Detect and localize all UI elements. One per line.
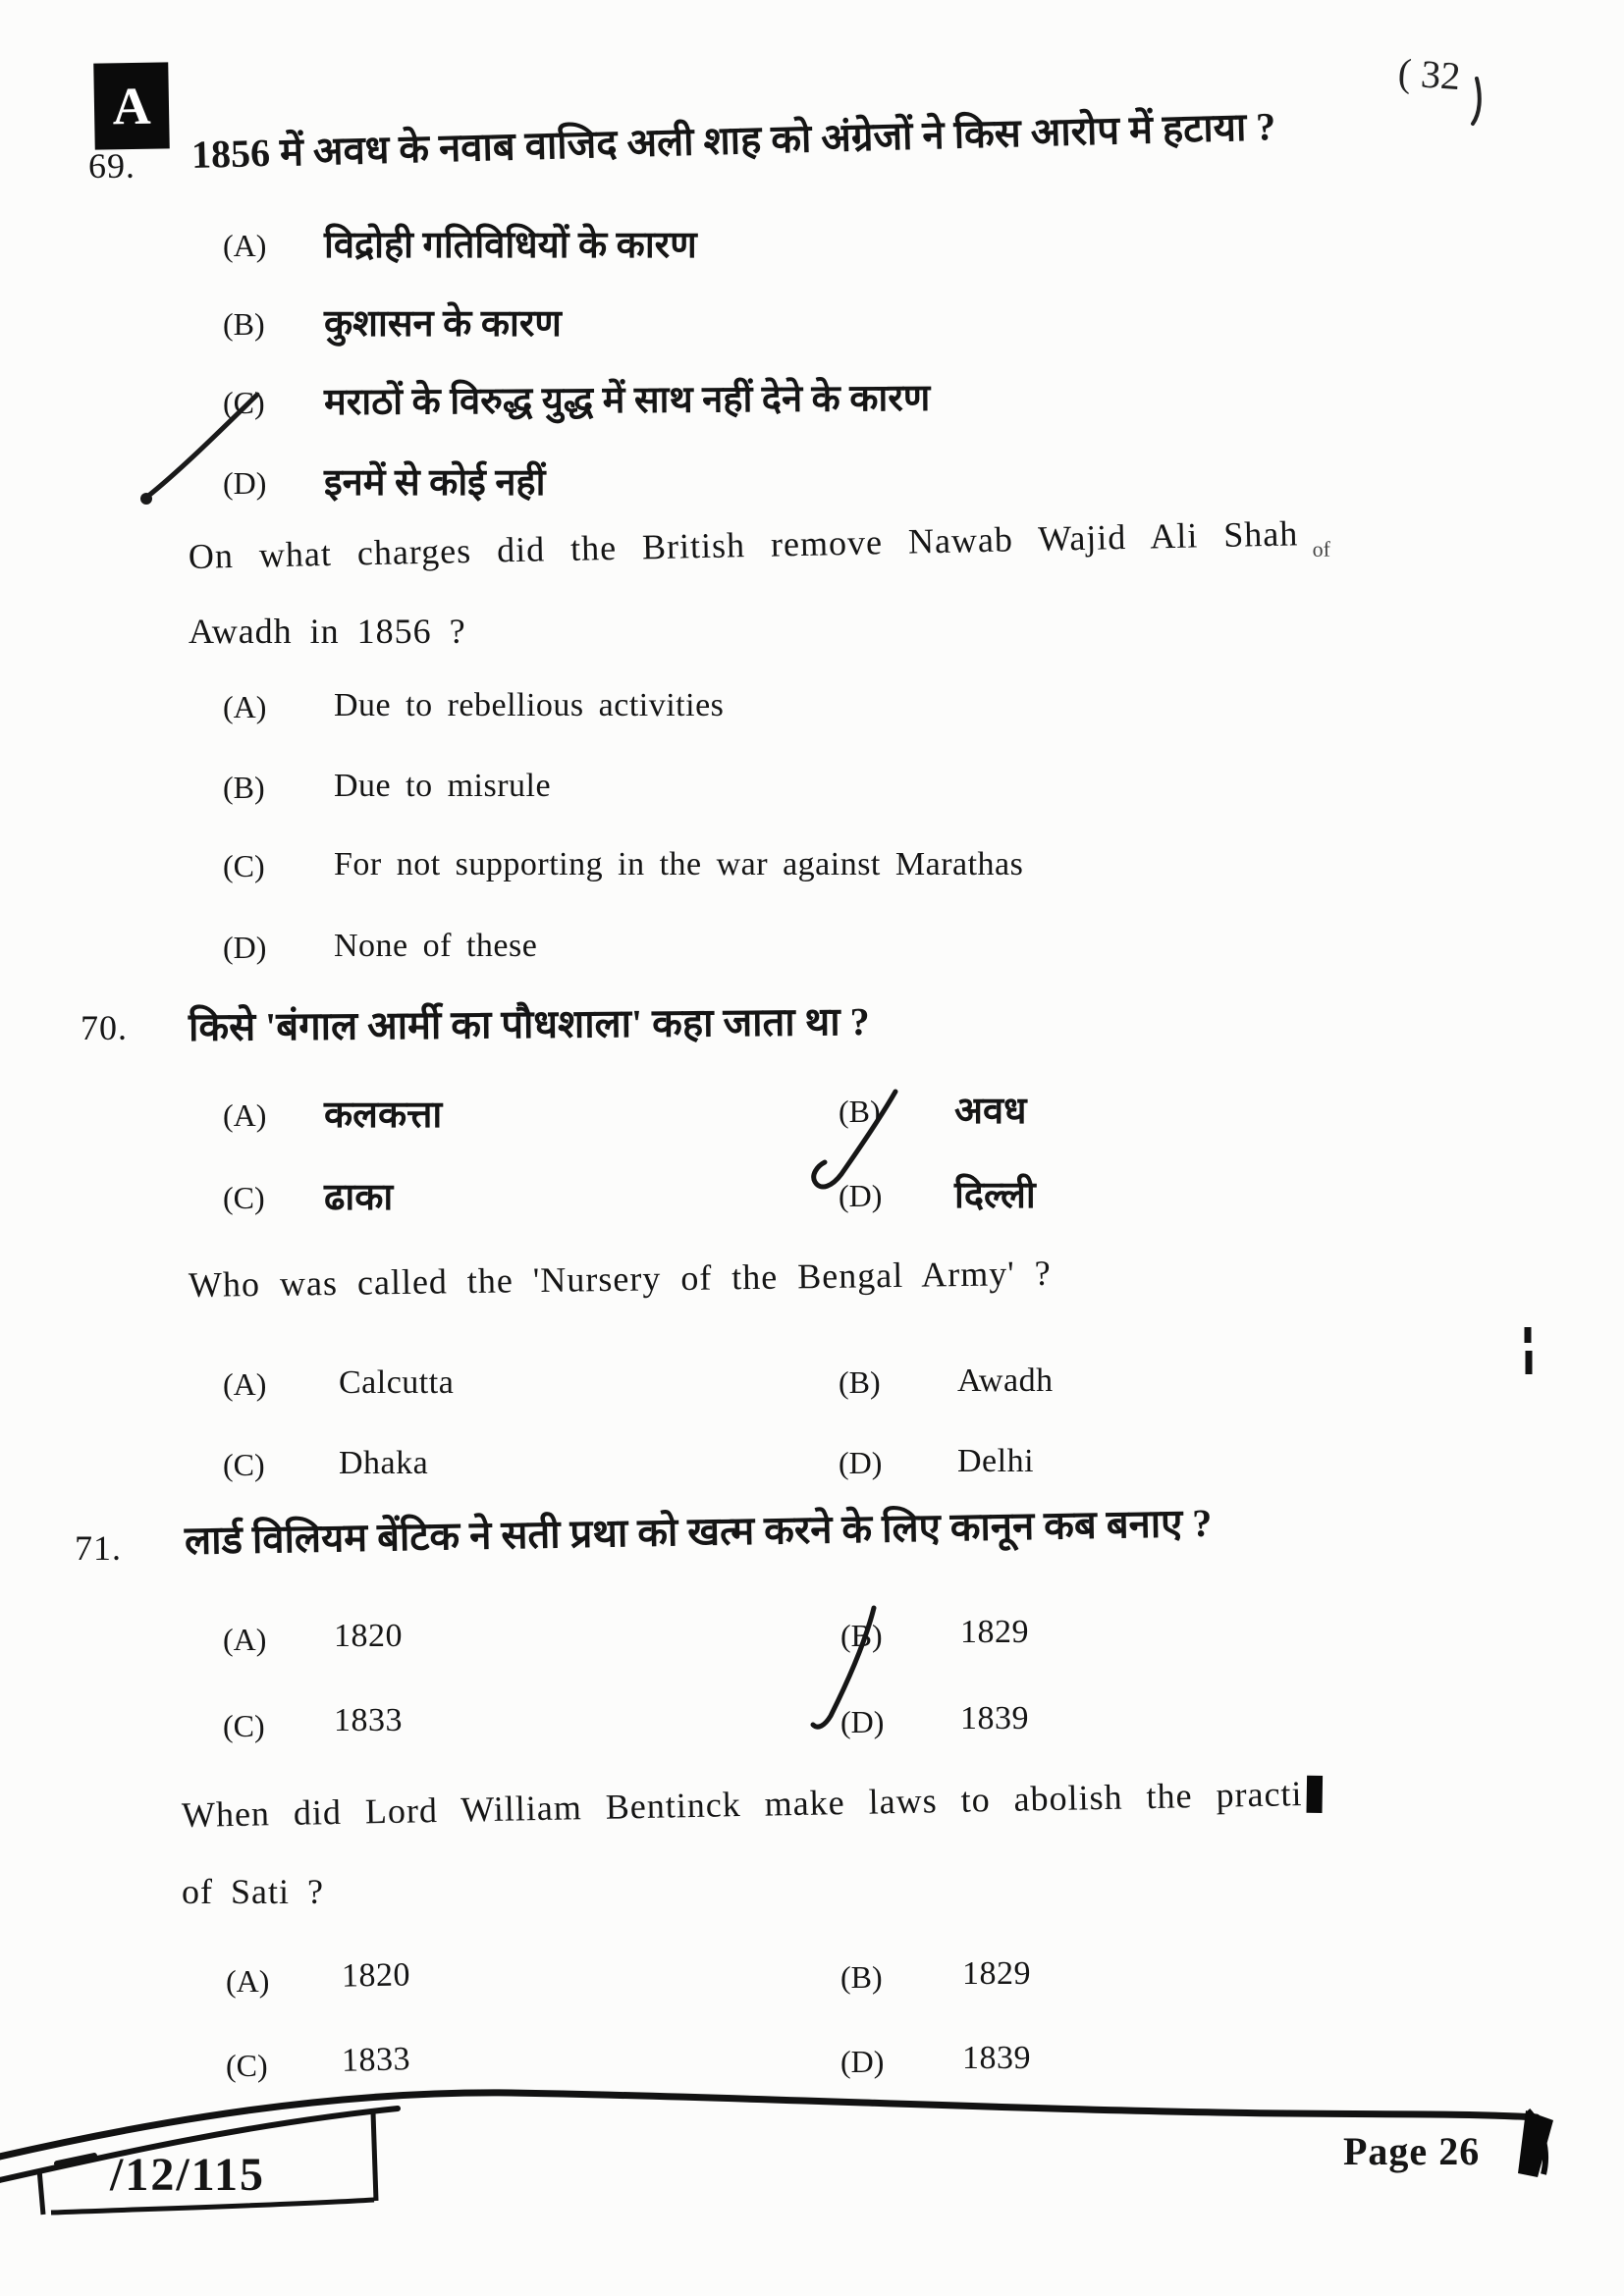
q70-english-text: Who was called the 'Nursery of the Bengal Army' ? xyxy=(188,1253,1052,1305)
q69-hindi-text: 1856 में अवध के नवाब वाजिद अली शाह को अंग्रेजों ने किस आरोप में हटाया ? xyxy=(190,104,1276,177)
q70-english-option-d-text: Delhi xyxy=(957,1443,1035,1479)
q71-english-option-b-label: (B) xyxy=(840,1959,883,1995)
q70-english-option-a-text: Calcutta xyxy=(339,1364,455,1401)
page-number-label: Page 26 xyxy=(1343,2129,1481,2173)
q71-hindi-option-b-label: (B) xyxy=(840,1618,883,1653)
q71-english-line1-text: When did Lord William Bentinck make laws to abolish the practi xyxy=(181,1774,1303,1835)
q69-english-option-c-label: (C) xyxy=(223,848,265,883)
q69-english-option-b-label: (B) xyxy=(223,770,265,805)
q70-hindi-option-b-label: (B) xyxy=(839,1094,881,1129)
q70-english-option-b-text: Awadh xyxy=(957,1362,1054,1399)
q71-hindi-option-b-text: 1829 xyxy=(960,1614,1029,1650)
corner-mark-tail xyxy=(1473,79,1480,124)
q71-hindi-option-c-label: (C) xyxy=(223,1708,265,1743)
q71-english-option-a-label: (A) xyxy=(226,1963,270,1999)
corner-page-mark: ( 32 xyxy=(1396,49,1462,99)
q69-hindi-option-a-text: विद्रोही गतिविधियों के कारण xyxy=(324,225,697,266)
q71-hindi-option-a-text: 1820 xyxy=(334,1618,403,1654)
q70-hindi-option-b-text: अवध xyxy=(954,1091,1027,1132)
q71-number: 71. xyxy=(75,1528,122,1568)
q69-hindi-option-b-text: कुशासन के कारण xyxy=(324,303,562,345)
q70-hindi-option-d-text: दिल्ली xyxy=(954,1175,1036,1216)
q69-english-option-d-text: None of these xyxy=(334,928,538,964)
q70-english-option-a-label: (A) xyxy=(223,1366,267,1402)
q69-english-line2: Awadh in 1856 ? xyxy=(189,612,466,651)
q69-english-option-b-text: Due to misrule xyxy=(334,768,552,804)
q69-english-option-d-label: (D) xyxy=(223,930,267,965)
q70-english-option-c-text: Dhaka xyxy=(339,1445,429,1481)
q70-english-option-b-label: (B) xyxy=(839,1364,881,1400)
q71-hindi-option-d-text: 1839 xyxy=(960,1700,1029,1736)
q71-english-option-c-text: 1833 xyxy=(341,2041,411,2079)
q69-hindi-option-b-label: (B) xyxy=(223,306,265,342)
paper-code: /12/115 xyxy=(110,2149,266,2201)
q70-english-option-c-label: (C) xyxy=(223,1447,265,1482)
q69-number: 69. xyxy=(88,146,135,186)
q69-english-line1-text: On what charges did the British remove Nawab Wajid Ali Shah xyxy=(188,513,1299,576)
right-margin-artifact xyxy=(1528,1327,1529,1374)
q69-hindi-option-d-text: इनमें से कोई नहीं xyxy=(324,462,546,504)
q71-hindi-option-d-label: (D) xyxy=(840,1704,885,1739)
q71-hindi-option-a-label: (A) xyxy=(223,1622,267,1657)
q71-hindi-text: लार्ड विलियम बेंटिक ने सती प्रथा को खत्म करने के लिए कानून कब बनाए ? xyxy=(184,1500,1213,1563)
cutoff-ink-mark xyxy=(1306,1776,1323,1813)
q71-english-option-c-label: (C) xyxy=(226,2048,268,2083)
q69-hindi-option-c-label: (C) xyxy=(223,385,265,420)
q70-english-option-d-label: (D) xyxy=(839,1445,883,1480)
q71-english-line1 xyxy=(182,1773,1323,1836)
q70-hindi-option-c-label: (C) xyxy=(223,1180,265,1215)
page-corner-ink-blob xyxy=(1518,2110,1553,2177)
q71-english-option-d-label: (D) xyxy=(840,2044,885,2079)
q70-number: 70. xyxy=(81,1008,128,1047)
q69-hindi-option-a-label: (A) xyxy=(223,228,267,263)
q69-english-option-a-text: Due to rebellious activities xyxy=(334,687,725,723)
q69-hindi-option-d-label: (D) xyxy=(223,465,267,501)
q70-hindi-option-d-label: (D) xyxy=(839,1178,883,1213)
q69-english-option-a-label: (A) xyxy=(223,689,267,724)
q71-english-option-a-text: 1820 xyxy=(341,1956,411,1995)
q70-hindi-option-c-text: ढाका xyxy=(324,1177,394,1218)
q70-hindi-option-a-text: कलकत्ता xyxy=(324,1095,443,1136)
q69-english-line1 xyxy=(188,512,1330,586)
q71-english-line2: of Sati ? xyxy=(182,1872,324,1911)
q69-english-line1-suffix: of xyxy=(1312,536,1331,562)
q69-hindi-option-c-text: मराठों के विरुद्ध युद्ध में साथ नहीं देने के कारण xyxy=(323,377,931,424)
q71-hindi-option-c-text: 1833 xyxy=(334,1702,403,1738)
q71-english-option-d-text: 1839 xyxy=(962,2040,1031,2076)
q70-hindi-option-a-label: (A) xyxy=(223,1097,267,1133)
q69-english-option-c-text: For not supporting in the war against Marathas xyxy=(334,846,1024,882)
q71-english-option-b-text: 1829 xyxy=(962,1955,1031,1992)
q70-hindi-text: किसे 'बंगाल आर्मी का पौधशाला' कहा जाता था ? xyxy=(188,998,870,1050)
set-version-badge: A xyxy=(95,64,167,147)
